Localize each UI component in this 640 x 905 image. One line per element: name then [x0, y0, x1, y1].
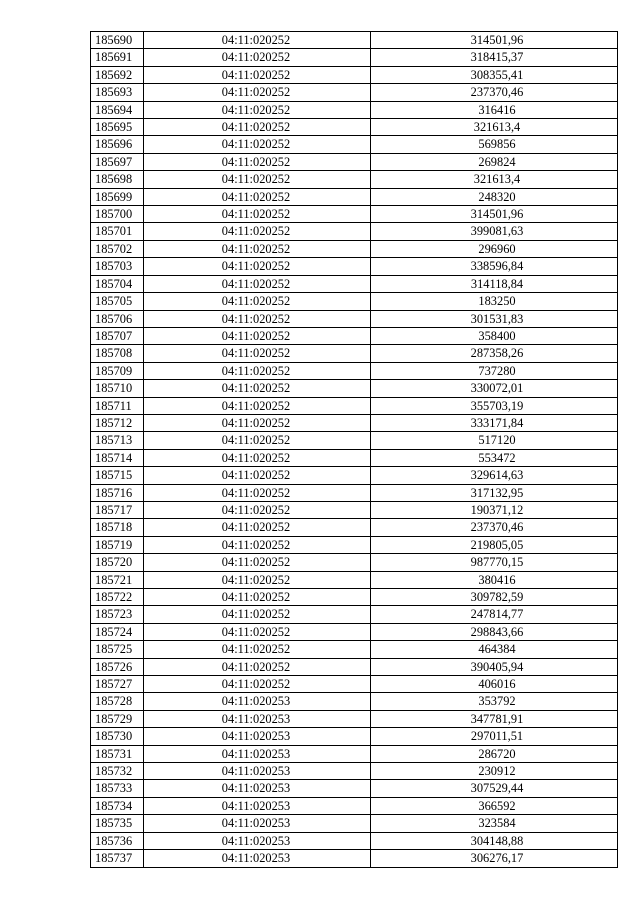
table-row — [91, 658, 618, 675]
record-id-cell: 185696 — [91, 136, 144, 153]
table-row — [91, 240, 618, 257]
table-row — [91, 832, 618, 849]
record-id-cell: 185730 — [91, 728, 144, 745]
amount-cell: 296960 — [371, 240, 618, 257]
amount-cell: 330072,01 — [371, 380, 618, 397]
amount-cell: 987770,15 — [371, 554, 618, 571]
amount-cell: 380416 — [371, 571, 618, 588]
table-row — [91, 136, 618, 153]
cadastral-number-cell: 04:11:020252 — [144, 188, 371, 205]
cadastral-number-cell: 04:11:020252 — [144, 66, 371, 83]
record-id-cell: 185697 — [91, 153, 144, 170]
table-row — [91, 397, 618, 414]
cadastral-number-cell: 04:11:020252 — [144, 223, 371, 240]
table-row — [91, 710, 618, 727]
cadastral-number-cell: 04:11:020253 — [144, 728, 371, 745]
cadastral-number-cell: 04:11:020252 — [144, 310, 371, 327]
amount-cell: 286720 — [371, 745, 618, 762]
table-row — [91, 310, 618, 327]
table-row — [91, 293, 618, 310]
cadastral-number-cell: 04:11:020252 — [144, 554, 371, 571]
table-row — [91, 519, 618, 536]
record-id-cell: 185708 — [91, 345, 144, 362]
cadastral-number-cell: 04:11:020252 — [144, 432, 371, 449]
amount-cell: 366592 — [371, 797, 618, 814]
cadastral-number-cell: 04:11:020252 — [144, 32, 371, 49]
cadastral-number-cell: 04:11:020252 — [144, 136, 371, 153]
record-id-cell: 185710 — [91, 380, 144, 397]
amount-cell: 269824 — [371, 153, 618, 170]
cadastral-number-cell: 04:11:020252 — [144, 293, 371, 310]
amount-cell: 333171,84 — [371, 414, 618, 431]
cadastral-number-cell: 04:11:020253 — [144, 850, 371, 867]
cadastral-number-cell: 04:11:020252 — [144, 589, 371, 606]
amount-cell: 190371,12 — [371, 501, 618, 518]
cadastral-number-cell: 04:11:020253 — [144, 710, 371, 727]
table-row — [91, 432, 618, 449]
cadastral-number-cell: 04:11:020252 — [144, 171, 371, 188]
cadastral-number-cell: 04:11:020252 — [144, 606, 371, 623]
table-row — [91, 676, 618, 693]
amount-cell: 569856 — [371, 136, 618, 153]
amount-cell: 329614,63 — [371, 467, 618, 484]
record-id-cell: 185717 — [91, 501, 144, 518]
amount-cell: 314501,96 — [371, 206, 618, 223]
record-id-cell: 185734 — [91, 797, 144, 814]
cadastral-number-cell: 04:11:020252 — [144, 414, 371, 431]
record-id-cell: 185718 — [91, 519, 144, 536]
amount-cell: 399081,63 — [371, 223, 618, 240]
amount-cell: 321613,4 — [371, 171, 618, 188]
amount-cell: 306276,17 — [371, 850, 618, 867]
record-id-cell: 185707 — [91, 327, 144, 344]
table-body — [91, 32, 618, 868]
table-row — [91, 763, 618, 780]
table-row — [91, 258, 618, 275]
cadastral-number-cell: 04:11:020252 — [144, 49, 371, 66]
amount-cell: 353792 — [371, 693, 618, 710]
table-row — [91, 484, 618, 501]
cadastral-number-cell: 04:11:020252 — [144, 484, 371, 501]
record-id-cell: 185702 — [91, 240, 144, 257]
amount-cell: 406016 — [371, 676, 618, 693]
cadastral-number-cell: 04:11:020252 — [144, 327, 371, 344]
record-id-cell: 185726 — [91, 658, 144, 675]
record-id-cell: 185727 — [91, 676, 144, 693]
table-row — [91, 171, 618, 188]
amount-cell: 301531,83 — [371, 310, 618, 327]
record-id-cell: 185729 — [91, 710, 144, 727]
amount-cell: 737280 — [371, 362, 618, 379]
amount-cell: 237370,46 — [371, 84, 618, 101]
amount-cell: 308355,41 — [371, 66, 618, 83]
cadastral-number-cell: 04:11:020252 — [144, 101, 371, 118]
amount-cell: 317132,95 — [371, 484, 618, 501]
amount-cell: 390405,94 — [371, 658, 618, 675]
table-row — [91, 571, 618, 588]
record-id-cell: 185700 — [91, 206, 144, 223]
cadastral-number-cell: 04:11:020252 — [144, 206, 371, 223]
record-id-cell: 185733 — [91, 780, 144, 797]
record-id-cell: 185695 — [91, 119, 144, 136]
record-id-cell: 185692 — [91, 66, 144, 83]
amount-cell: 553472 — [371, 449, 618, 466]
record-id-cell: 185698 — [91, 171, 144, 188]
cadastral-number-cell: 04:11:020253 — [144, 693, 371, 710]
amount-cell: 230912 — [371, 763, 618, 780]
amount-cell: 318415,37 — [371, 49, 618, 66]
table-row — [91, 693, 618, 710]
cadastral-number-cell: 04:11:020252 — [144, 658, 371, 675]
table-row — [91, 223, 618, 240]
table-row — [91, 449, 618, 466]
cadastral-number-cell: 04:11:020253 — [144, 780, 371, 797]
cadastral-number-cell: 04:11:020252 — [144, 571, 371, 588]
cadastral-number-cell: 04:11:020252 — [144, 240, 371, 257]
record-id-cell: 185723 — [91, 606, 144, 623]
amount-cell: 309782,59 — [371, 589, 618, 606]
cadastral-number-cell: 04:11:020252 — [144, 258, 371, 275]
amount-cell: 355703,19 — [371, 397, 618, 414]
table-row — [91, 850, 618, 867]
table-row — [91, 345, 618, 362]
record-id-cell: 185709 — [91, 362, 144, 379]
amount-cell: 323584 — [371, 815, 618, 832]
record-id-cell: 185694 — [91, 101, 144, 118]
table-row — [91, 623, 618, 640]
record-id-cell: 185719 — [91, 536, 144, 553]
amount-cell: 464384 — [371, 641, 618, 658]
cadastral-number-cell: 04:11:020252 — [144, 641, 371, 658]
table-row — [91, 589, 618, 606]
record-id-cell: 185693 — [91, 84, 144, 101]
record-id-cell: 185722 — [91, 589, 144, 606]
record-id-cell: 185691 — [91, 49, 144, 66]
amount-cell: 517120 — [371, 432, 618, 449]
cadastral-number-cell: 04:11:020252 — [144, 467, 371, 484]
amount-cell: 347781,91 — [371, 710, 618, 727]
cadastral-number-cell: 04:11:020252 — [144, 397, 371, 414]
table-row — [91, 66, 618, 83]
table-row — [91, 797, 618, 814]
cadastral-number-cell: 04:11:020252 — [144, 676, 371, 693]
table-row — [91, 641, 618, 658]
table-row — [91, 101, 618, 118]
amount-cell: 297011,51 — [371, 728, 618, 745]
cadastral-number-cell: 04:11:020253 — [144, 797, 371, 814]
table-row — [91, 728, 618, 745]
cadastral-number-cell: 04:11:020253 — [144, 815, 371, 832]
amount-cell: 248320 — [371, 188, 618, 205]
amount-cell: 314501,96 — [371, 32, 618, 49]
cadastral-number-cell: 04:11:020252 — [144, 501, 371, 518]
table-row — [91, 745, 618, 762]
amount-cell: 314118,84 — [371, 275, 618, 292]
amount-cell: 219805,05 — [371, 536, 618, 553]
amount-cell: 316416 — [371, 101, 618, 118]
cadastral-number-cell: 04:11:020252 — [144, 153, 371, 170]
table-row — [91, 380, 618, 397]
amount-cell: 358400 — [371, 327, 618, 344]
amount-cell: 338596,84 — [371, 258, 618, 275]
table-row — [91, 362, 618, 379]
record-id-cell: 185731 — [91, 745, 144, 762]
record-id-cell: 185704 — [91, 275, 144, 292]
cadastral-number-cell: 04:11:020253 — [144, 832, 371, 849]
cadastral-number-cell: 04:11:020252 — [144, 623, 371, 640]
cadastral-number-cell: 04:11:020252 — [144, 519, 371, 536]
record-id-cell: 185713 — [91, 432, 144, 449]
cadastral-number-cell: 04:11:020252 — [144, 345, 371, 362]
cadastral-number-cell: 04:11:020252 — [144, 275, 371, 292]
record-id-cell: 185735 — [91, 815, 144, 832]
amount-cell: 287358,26 — [371, 345, 618, 362]
record-id-cell: 185728 — [91, 693, 144, 710]
table-row — [91, 467, 618, 484]
table-row — [91, 119, 618, 136]
record-id-cell: 185714 — [91, 449, 144, 466]
record-id-cell: 185701 — [91, 223, 144, 240]
record-id-cell: 185725 — [91, 641, 144, 658]
record-id-cell: 185711 — [91, 397, 144, 414]
amount-cell: 307529,44 — [371, 780, 618, 797]
table-row — [91, 153, 618, 170]
amount-cell: 237370,46 — [371, 519, 618, 536]
table-row — [91, 554, 618, 571]
cadastral-number-cell: 04:11:020252 — [144, 362, 371, 379]
table-row — [91, 501, 618, 518]
amount-cell: 304148,88 — [371, 832, 618, 849]
data-table — [90, 31, 618, 868]
record-id-cell: 185705 — [91, 293, 144, 310]
table-row — [91, 327, 618, 344]
table-row — [91, 275, 618, 292]
table-row — [91, 780, 618, 797]
table-row — [91, 815, 618, 832]
amount-cell: 321613,4 — [371, 119, 618, 136]
cadastral-number-cell: 04:11:020252 — [144, 119, 371, 136]
table-row — [91, 536, 618, 553]
record-id-cell: 185736 — [91, 832, 144, 849]
table-row — [91, 188, 618, 205]
record-id-cell: 185690 — [91, 32, 144, 49]
record-id-cell: 185706 — [91, 310, 144, 327]
record-id-cell: 185712 — [91, 414, 144, 431]
record-id-cell: 185699 — [91, 188, 144, 205]
table-row — [91, 206, 618, 223]
record-id-cell: 185737 — [91, 850, 144, 867]
amount-cell: 183250 — [371, 293, 618, 310]
table-row — [91, 49, 618, 66]
cadastral-number-cell: 04:11:020252 — [144, 84, 371, 101]
amount-cell: 247814,77 — [371, 606, 618, 623]
table-row — [91, 414, 618, 431]
record-id-cell: 185724 — [91, 623, 144, 640]
cadastral-number-cell: 04:11:020252 — [144, 449, 371, 466]
cadastral-number-cell: 04:11:020252 — [144, 536, 371, 553]
record-id-cell: 185720 — [91, 554, 144, 571]
record-id-cell: 185721 — [91, 571, 144, 588]
record-id-cell: 185732 — [91, 763, 144, 780]
record-id-cell: 185716 — [91, 484, 144, 501]
table-row — [91, 32, 618, 49]
table-row — [91, 606, 618, 623]
amount-cell: 298843,66 — [371, 623, 618, 640]
table-row — [91, 84, 618, 101]
record-id-cell: 185715 — [91, 467, 144, 484]
cadastral-number-cell: 04:11:020252 — [144, 380, 371, 397]
cadastral-number-cell: 04:11:020253 — [144, 745, 371, 762]
record-id-cell: 185703 — [91, 258, 144, 275]
cadastral-number-cell: 04:11:020253 — [144, 763, 371, 780]
